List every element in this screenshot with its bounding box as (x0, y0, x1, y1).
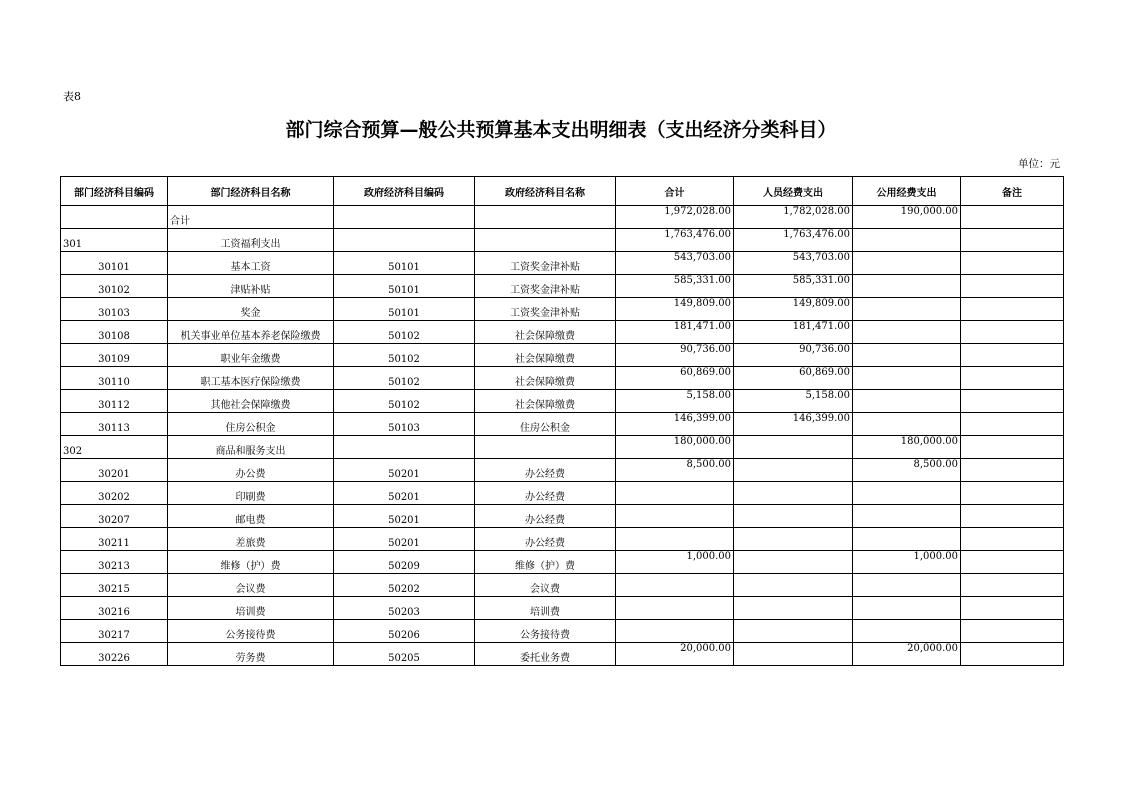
cell-gov-code: 50202 (334, 574, 475, 597)
cell-public (853, 528, 961, 551)
cell-gov-name: 社会保障缴费 (475, 344, 616, 367)
table-header-row (61, 177, 1064, 206)
cell-total: 149,809.00 (616, 298, 734, 321)
cell-personnel (734, 574, 853, 597)
cell-gov-name: 社会保障缴费 (475, 367, 616, 390)
cell-gov-code: 50201 (334, 505, 475, 528)
cell-dept-name: 合计 (168, 206, 334, 229)
header-gov-code: 政府经济科目编码 (334, 177, 475, 206)
cell-gov-code: 50101 (334, 275, 475, 298)
header-total: 合计 (616, 177, 734, 206)
cell-total: 90,736.00 (616, 344, 734, 367)
cell-dept-code: 30207 (61, 505, 168, 528)
cell-note (961, 252, 1064, 275)
cell-dept-name: 奖金 (168, 298, 334, 321)
cell-personnel (734, 528, 853, 551)
cell-personnel: 60,869.00 (734, 367, 853, 390)
cell-dept-code: 30201 (61, 459, 168, 482)
cell-dept-name: 住房公积金 (168, 413, 334, 436)
cell-total (616, 505, 734, 528)
cell-note (961, 298, 1064, 321)
cell-gov-code: 50102 (334, 390, 475, 413)
cell-total (616, 574, 734, 597)
header-personnel: 人员经费支出 (734, 177, 853, 206)
header-dept-name: 部门经济科目名称 (168, 177, 334, 206)
cell-note (961, 367, 1064, 390)
header-dept-code: 部门经济科目编码 (61, 177, 168, 206)
cell-dept-name: 差旅费 (168, 528, 334, 551)
cell-gov-name: 工资奖金津补贴 (475, 252, 616, 275)
cell-note (961, 275, 1064, 298)
cell-gov-name: 办公经费 (475, 482, 616, 505)
cell-total: 8,500.00 (616, 459, 734, 482)
cell-gov-code: 50206 (334, 620, 475, 643)
cell-gov-code: 50201 (334, 459, 475, 482)
table-row (61, 275, 1064, 298)
table-number-label: 表8 (63, 90, 81, 103)
cell-note (961, 344, 1064, 367)
cell-note (961, 436, 1064, 459)
cell-total: 1,000.00 (616, 551, 734, 574)
cell-dept-code: 30112 (61, 390, 168, 413)
cell-note (961, 390, 1064, 413)
cell-public: 1,000.00 (853, 551, 961, 574)
table-row (61, 551, 1064, 574)
cell-dept-name: 维修（护）费 (168, 551, 334, 574)
cell-dept-name: 职业年金缴费 (168, 344, 334, 367)
cell-personnel: 90,736.00 (734, 344, 853, 367)
cell-dept-code: 30217 (61, 620, 168, 643)
cell-gov-name: 社会保障缴费 (475, 321, 616, 344)
cell-dept-code: 30226 (61, 643, 168, 666)
cell-dept-name: 机关事业单位基本养老保险缴费 (168, 321, 334, 344)
cell-dept-code: 30213 (61, 551, 168, 574)
cell-public (853, 344, 961, 367)
cell-gov-code: 50102 (334, 321, 475, 344)
cell-total: 60,869.00 (616, 367, 734, 390)
cell-gov-name: 办公经费 (475, 505, 616, 528)
cell-dept-name: 基本工资 (168, 252, 334, 275)
cell-dept-code: 30110 (61, 367, 168, 390)
cell-gov-name: 工资奖金津补贴 (475, 275, 616, 298)
cell-dept-name: 办公费 (168, 459, 334, 482)
cell-dept-name: 津贴补贴 (168, 275, 334, 298)
table-row (61, 436, 1064, 459)
cell-total: 20,000.00 (616, 643, 734, 666)
cell-gov-name: 公务接待费 (475, 620, 616, 643)
table-row (61, 574, 1064, 597)
cell-personnel (734, 459, 853, 482)
cell-public (853, 574, 961, 597)
cell-personnel (734, 597, 853, 620)
cell-gov-code (334, 229, 475, 252)
cell-gov-name: 办公经费 (475, 459, 616, 482)
cell-gov-name: 培训费 (475, 597, 616, 620)
cell-total: 543,703.00 (616, 252, 734, 275)
cell-total (616, 482, 734, 505)
cell-public (853, 321, 961, 344)
cell-public: 190,000.00 (853, 206, 961, 229)
cell-dept-name: 其他社会保障缴费 (168, 390, 334, 413)
page-title: 部门综合预算—般公共预算基本支出明细表（支出经济分类科目） (285, 119, 837, 141)
cell-personnel: 149,809.00 (734, 298, 853, 321)
header-gov-name: 政府经济科目名称 (475, 177, 616, 206)
cell-total: 181,471.00 (616, 321, 734, 344)
cell-personnel: 146,399.00 (734, 413, 853, 436)
cell-dept-name: 职工基本医疗保险缴费 (168, 367, 334, 390)
cell-public (853, 367, 961, 390)
cell-note (961, 620, 1064, 643)
cell-public (853, 413, 961, 436)
cell-note (961, 551, 1064, 574)
table-row (61, 390, 1064, 413)
cell-personnel (734, 551, 853, 574)
cell-dept-code: 30101 (61, 252, 168, 275)
cell-personnel: 5,158.00 (734, 390, 853, 413)
table-row (61, 344, 1064, 367)
cell-total: 180,000.00 (616, 436, 734, 459)
header-public: 公用经费支出 (853, 177, 961, 206)
cell-gov-code: 50205 (334, 643, 475, 666)
cell-total (616, 597, 734, 620)
cell-note (961, 643, 1064, 666)
cell-dept-name: 劳务费 (168, 643, 334, 666)
cell-dept-code: 30103 (61, 298, 168, 321)
cell-note (961, 413, 1064, 436)
cell-dept-code: 30102 (61, 275, 168, 298)
cell-dept-name: 培训费 (168, 597, 334, 620)
table-row (61, 620, 1064, 643)
cell-gov-name: 社会保障缴费 (475, 390, 616, 413)
cell-public (853, 229, 961, 252)
cell-dept-code (61, 206, 168, 229)
cell-public: 8,500.00 (853, 459, 961, 482)
cell-gov-name: 办公经费 (475, 528, 616, 551)
table-row (61, 206, 1064, 229)
header-note: 备注 (961, 177, 1064, 206)
cell-gov-name (475, 206, 616, 229)
cell-personnel (734, 436, 853, 459)
cell-dept-code: 301 (61, 229, 168, 252)
table-body (61, 206, 1064, 666)
table-row (61, 321, 1064, 344)
cell-personnel (734, 482, 853, 505)
cell-dept-code: 30113 (61, 413, 168, 436)
cell-gov-code: 50101 (334, 298, 475, 321)
cell-personnel (734, 505, 853, 528)
cell-note (961, 574, 1064, 597)
cell-personnel (734, 620, 853, 643)
cell-total: 146,399.00 (616, 413, 734, 436)
table-row (61, 367, 1064, 390)
cell-personnel: 585,331.00 (734, 275, 853, 298)
cell-public (853, 597, 961, 620)
budget-detail-table (60, 176, 1064, 666)
cell-dept-code: 30109 (61, 344, 168, 367)
table-row (61, 482, 1064, 505)
cell-note (961, 229, 1064, 252)
cell-dept-name: 公务接待费 (168, 620, 334, 643)
cell-dept-code: 30202 (61, 482, 168, 505)
cell-gov-code: 50102 (334, 367, 475, 390)
cell-note (961, 321, 1064, 344)
table-row (61, 505, 1064, 528)
cell-total (616, 528, 734, 551)
cell-gov-code: 50103 (334, 413, 475, 436)
cell-gov-code: 50201 (334, 528, 475, 551)
cell-personnel: 181,471.00 (734, 321, 853, 344)
cell-gov-code: 50201 (334, 482, 475, 505)
cell-total: 5,158.00 (616, 390, 734, 413)
cell-gov-code (334, 436, 475, 459)
cell-gov-name: 会议费 (475, 574, 616, 597)
cell-personnel: 1,782,028.00 (734, 206, 853, 229)
cell-gov-code: 50203 (334, 597, 475, 620)
cell-note (961, 528, 1064, 551)
cell-personnel: 543,703.00 (734, 252, 853, 275)
cell-gov-name: 工资奖金津补贴 (475, 298, 616, 321)
cell-personnel: 1,763,476.00 (734, 229, 853, 252)
cell-dept-code: 30108 (61, 321, 168, 344)
cell-public: 180,000.00 (853, 436, 961, 459)
table-row (61, 298, 1064, 321)
table-row (61, 528, 1064, 551)
cell-note (961, 505, 1064, 528)
cell-dept-name: 印刷费 (168, 482, 334, 505)
cell-gov-name: 委托业务费 (475, 643, 616, 666)
cell-gov-code (334, 206, 475, 229)
cell-total (616, 620, 734, 643)
cell-public (853, 482, 961, 505)
cell-public (853, 252, 961, 275)
table-row (61, 459, 1064, 482)
table-row (61, 252, 1064, 275)
cell-dept-code: 302 (61, 436, 168, 459)
cell-note (961, 597, 1064, 620)
cell-total: 1,763,476.00 (616, 229, 734, 252)
cell-note (961, 459, 1064, 482)
cell-note (961, 206, 1064, 229)
cell-total: 1,972,028.00 (616, 206, 734, 229)
cell-dept-code: 30215 (61, 574, 168, 597)
table-row (61, 229, 1064, 252)
cell-public (853, 620, 961, 643)
table-row (61, 413, 1064, 436)
table-row (61, 597, 1064, 620)
cell-gov-code: 50209 (334, 551, 475, 574)
cell-dept-name: 工资福利支出 (168, 229, 334, 252)
cell-dept-name: 会议费 (168, 574, 334, 597)
cell-gov-name (475, 436, 616, 459)
cell-dept-code: 30216 (61, 597, 168, 620)
cell-public (853, 275, 961, 298)
cell-public: 20,000.00 (853, 643, 961, 666)
cell-gov-name: 维修（护）费 (475, 551, 616, 574)
cell-dept-code: 30211 (61, 528, 168, 551)
cell-gov-name (475, 229, 616, 252)
cell-gov-code: 50101 (334, 252, 475, 275)
cell-dept-name: 商品和服务支出 (168, 436, 334, 459)
cell-note (961, 482, 1064, 505)
unit-label: 单位：元 (1018, 158, 1060, 170)
cell-public (853, 298, 961, 321)
cell-dept-name: 邮电费 (168, 505, 334, 528)
cell-public (853, 390, 961, 413)
table-row (61, 643, 1064, 666)
cell-gov-code: 50102 (334, 344, 475, 367)
cell-personnel (734, 643, 853, 666)
cell-public (853, 505, 961, 528)
cell-gov-name: 住房公积金 (475, 413, 616, 436)
cell-total: 585,331.00 (616, 275, 734, 298)
